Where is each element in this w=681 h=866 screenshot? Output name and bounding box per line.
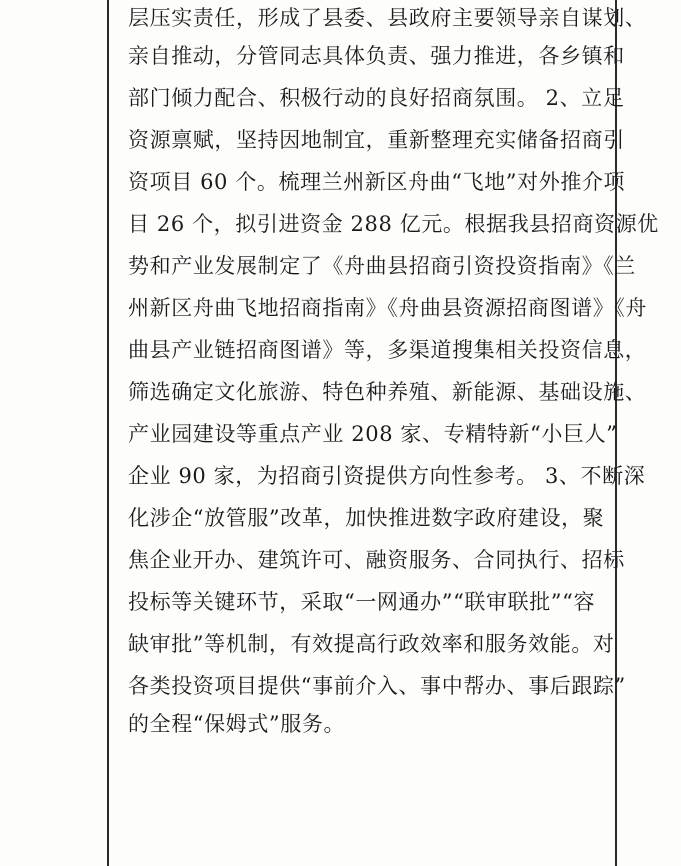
text-line: 企业 90 家，为招商引资提供方向性参考。 3、不断深 xyxy=(128,464,646,488)
text-line: 产业园建设等重点产业 208 家、专精特新“小巨人” xyxy=(128,422,618,446)
text-line: 资源禀赋，坚持因地制宜，重新整理充实储备招商引 xyxy=(128,128,625,152)
text-line: 筛选确定文化旅游、特色种养殖、新能源、基础设施、 xyxy=(128,380,647,404)
text-line: 投标等关键环节，采取“一网通办”“联审联批”“容 xyxy=(128,590,596,614)
text-line: 各类投资项目提供“事前介入、事中帮办、事后跟踪” xyxy=(128,674,626,698)
text-line: 资项目 60 个。梳理兰州新区舟曲“飞地”对外推介项 xyxy=(128,170,626,194)
text-line: 的全程“保姆式”服务。 xyxy=(128,712,346,736)
text-line: 部门倾力配合、积极行动的良好招商氛围。 2、立足 xyxy=(128,86,625,110)
text-line: 缺审批”等机制，有效提高行政效率和服务效能。对 xyxy=(128,632,615,656)
left-border-line xyxy=(107,0,109,866)
text-line: 势和产业发展制定了《舟曲县招商引资投资指南》《兰 xyxy=(128,254,636,278)
text-line: 州新区舟曲飞地招商指南》《舟曲县资源招商图谱》《舟 xyxy=(128,296,647,320)
text-line: 亲自推动，分管同志具体负责、强力推进，各乡镇和 xyxy=(128,44,625,68)
text-line: 目 26 个，拟引进资金 288 亿元。根据我县招商资源优 xyxy=(128,212,659,236)
text-line: 焦企业开办、建筑许可、融资服务、合同执行、招标 xyxy=(128,548,625,572)
text-line: 曲县产业链招商图谱》等，多渠道搜集相关投资信息， xyxy=(128,338,647,362)
text-line: 层压实责任，形成了县委、县政府主要领导亲自谋划、 xyxy=(128,6,647,30)
text-line: 化涉企“放管服”改革，加快推进数字政府建设，聚 xyxy=(128,506,605,530)
